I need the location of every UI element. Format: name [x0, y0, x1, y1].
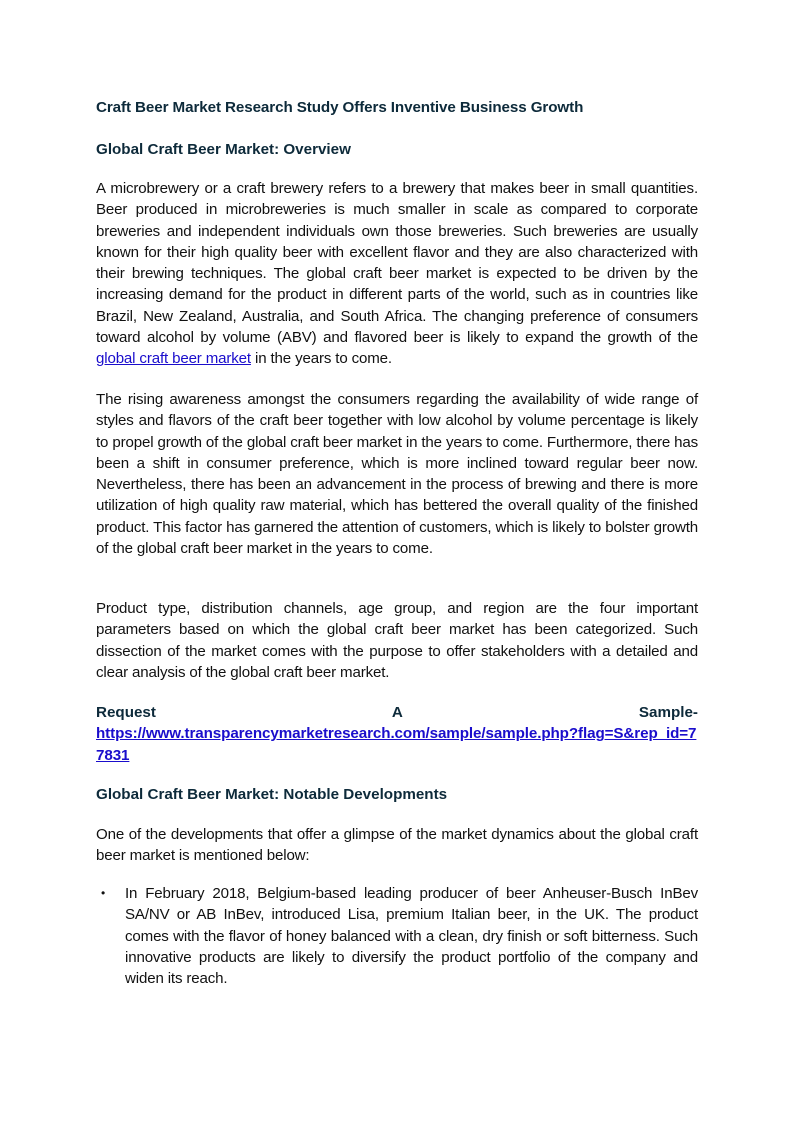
document-title: Craft Beer Market Research Study Offers Inventive Business Growth: [96, 99, 584, 116]
paragraph-awareness: The rising awareness amongst the consumers regarding the availability of wide range of styles and flavors of the craft beer together with low alcohol by volume percentage is likely to propel growth of the global craft beer market in the years to come. Furthermore, there has been a shift in consumer preference, which is more inclined toward regular beer now. Nevertheless, there has been an advancement in the process of brewing and there is more utilization of high quality raw material, which has bettered the overall quality of the finished product. This factor has garnered the attention of customers, which is likely to bolster growth of the global craft beer market in the years to come.: [96, 391, 698, 558]
request-word: Request: [96, 704, 156, 721]
paragraph-overview-text: A microbrewery or a craft brewery refers to a brewery that makes beer in small quantities. Beer produced in microbreweries is much smaller in scale as compared to corporate breweries and independent individuals own those breweries. Such breweries are usually known for their high quality beer with excellent flavor and they are also characterized with their brewing techniques. The global craft beer market is expected to be driven by the increasing demand for the product in different parts of the world, such as in countries like Brazil, New Zealand, Australia, and South Africa. The changing preference of consumers toward alcohol by volume (ABV) and flavored beer is likely to expand the growth of the: [96, 180, 698, 347]
sample-word: Sample-: [638, 704, 698, 721]
paragraph-overview-tail: in the years to come.: [250, 350, 392, 368]
developments-list: [96, 883, 698, 989]
request-sample-label: [96, 702, 698, 723]
bullet-icon: •: [101, 886, 106, 900]
paragraph-segmentation: Product type, distribution channels, age group, and region are the four important parameters based on which the global craft beer market has been categorized. Such dissection of the market comes with the purpose to offer stakeholders with a detailed and clear analysis of the global craft beer market.: [96, 600, 698, 681]
section-heading-overview: Global Craft Beer Market: Overview: [96, 141, 351, 158]
section-heading-developments: Global Craft Beer Market: Notable Developments: [96, 786, 448, 803]
list-item-text: In February 2018, Belgium-based leading producer of beer Anheuser-Busch InBev SA/NV or AB InBev, introduced Lisa, premium Italian beer, in the UK. The product comes with the flavor of honey balanced with a clean, dry finish or soft bitterness. Such innovative products are likely to diversify the product portfolio of the company and widen its reach.: [125, 885, 698, 988]
request-sample-link[interactable]: https://www.transparencymarketresearch.com/sample/sample.php?flag=S&rep_id=77831: [96, 725, 697, 764]
a-word: A: [391, 704, 403, 721]
paragraph-developments-intro: One of the developments that offer a glimpse of the market dynamics about the global craft beer market is mentioned below:: [96, 826, 698, 865]
list-item: [96, 883, 698, 989]
request-sample-block: [96, 702, 698, 766]
paragraph-overview: [96, 178, 698, 370]
global-craft-beer-market-link[interactable]: global craft beer market: [96, 350, 251, 368]
